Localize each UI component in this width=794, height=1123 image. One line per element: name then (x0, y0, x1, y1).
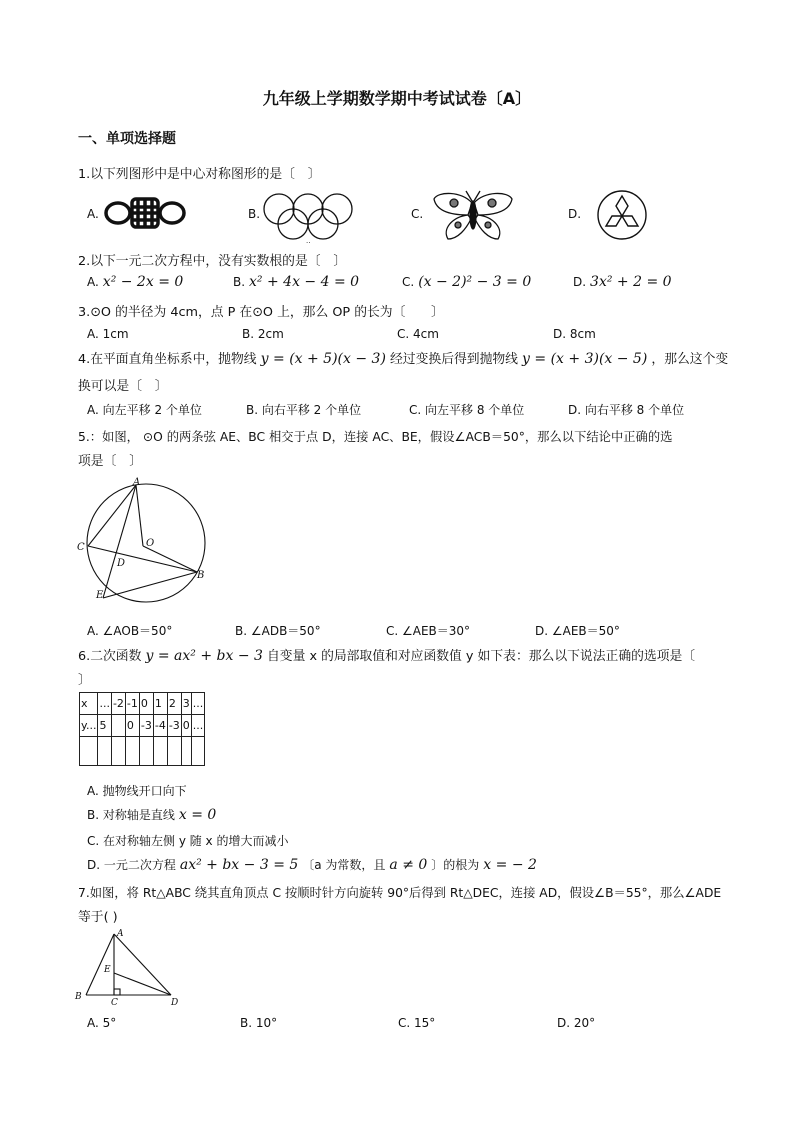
q2-option-c-math: (x − 2)² − 3 = 0 (418, 274, 532, 290)
q7-option-c: C. 15° (398, 1016, 436, 1030)
chinese-knot-icon (104, 193, 186, 235)
q5-option-a: A. ∠AOB＝50° (87, 624, 173, 638)
question-1-stem: 1.以下列图形中是中心对称图形的是〔 〕 (78, 167, 321, 182)
q6-math: y = ax² + bx − 3 (145, 648, 263, 664)
q2-option-c-label: C. (402, 275, 415, 289)
q3-option-a: A. 1cm (87, 327, 129, 341)
q6-option-d-math-3: x = − 2 (483, 857, 537, 873)
table-cell: ... (191, 693, 205, 715)
q6-option-b-label: B. 对称轴是直线 (87, 808, 175, 822)
q3-option-c: C. 4cm (397, 327, 439, 341)
q3-option-d: D. 8cm (553, 327, 596, 341)
butterfly-icon (432, 189, 514, 241)
q5-option-b: B. ∠ADB＝50° (235, 624, 321, 638)
q5-option-d: D. ∠AEB＝50° (535, 624, 620, 638)
q7-option-d: D. 20° (557, 1016, 596, 1030)
q6-option-d-text-b: 〔a 为常数，且 (302, 858, 386, 872)
q4-text-a: 4.在平面直角坐标系中，抛物线 (78, 352, 257, 367)
q1-option-c-label: C. (411, 207, 424, 221)
table-cell: 5 (98, 715, 112, 737)
q6-text-a: 6.二次函数 (78, 649, 142, 664)
question-5-line-1: 5.：如图， ⊙O 的两条弦 AE、BC 相交于点 D，连接 AC、BE，假设∠ACB＝50°，那么以下结论中正确的选 (78, 430, 673, 444)
table-cell: -3 (167, 715, 181, 737)
q6-option-d-text-a: D. 一元二次方程 (87, 858, 176, 872)
table-cell: 2 (167, 693, 181, 715)
question-6-line-2: 〕 (78, 673, 91, 688)
q6-option-c: C. 在对称轴左侧 y 随 x 的增大而减小 (87, 834, 289, 848)
q2-option-b-math: x² + 4x − 4 = 0 (249, 274, 360, 290)
q6-text-b: 自变量 x 的局部取值和对应函数值 y 如下表：那么以下说法正确的选项是〔 (266, 649, 696, 664)
q7-option-b: B. 10° (240, 1016, 278, 1030)
svg-text:··: ·· (306, 239, 311, 246)
label-c: C (111, 998, 118, 1007)
label-d: D (171, 998, 179, 1007)
question-4-line-2: 换可以是〔 〕 (78, 379, 168, 394)
table-cell-text: y (81, 719, 86, 732)
table-cell: -1 (125, 693, 139, 715)
label-a: A (117, 929, 124, 939)
circle-geometry-figure (72, 476, 212, 608)
q6-option-b-math: x = 0 (178, 807, 217, 823)
q4-math-1: y = (x + 5)(x − 3) (260, 351, 386, 367)
q7-option-a: A. 5° (87, 1016, 117, 1030)
value-table (79, 692, 205, 766)
label-o: O (146, 538, 155, 549)
q2-option-d-label: D. (573, 275, 587, 289)
q4-option-d: D. 向右平移 8 个单位 (568, 403, 685, 417)
label-b: B (75, 992, 82, 1002)
page-title: 九年级上学期数学期中考试试卷〔A〕 (262, 89, 532, 108)
q4-option-a: A. 向左平移 2 个单位 (87, 403, 202, 417)
q6-option-d (87, 856, 537, 873)
table-row (80, 693, 205, 715)
q2-option-d (573, 274, 672, 290)
q4-math-2: y = (x + 3)(x − 5) (522, 351, 648, 367)
question-5-line-2: 项是〔 〕 (78, 454, 142, 469)
question-7-line-2: 等于( ) (78, 910, 118, 925)
q6-option-d-math-2: a ≠ 0 (389, 857, 428, 873)
q4-text-c: ，那么这个变 (651, 352, 729, 367)
table-cell: -4 (153, 715, 167, 737)
label-c: C (77, 542, 85, 553)
question-6-line-1 (78, 645, 695, 664)
section-heading: 一、单项选择题 (78, 131, 176, 147)
table-cell (80, 715, 98, 737)
label-d: D (117, 558, 126, 569)
triangle-geometry-figure (72, 925, 184, 1007)
table-row (80, 737, 205, 766)
q1-option-b-label: B. (248, 207, 261, 221)
table-cell: 0 (181, 715, 191, 737)
table-cell (111, 715, 125, 737)
table-cell: x (80, 693, 98, 715)
question-7-line-1: 7.如图，将 Rt△ABC 绕其直角顶点 C 按顺时针方向旋转 90°后得到 Rt△DEC，连接 AD，假设∠B＝55°，那么∠ADE (78, 886, 722, 900)
label-b: B (197, 570, 205, 581)
q2-option-a-label: A. (87, 275, 99, 289)
q4-option-b: B. 向右平移 2 个单位 (246, 403, 362, 417)
table-cell: 1 (153, 693, 167, 715)
question-2-stem: 2.以下一元二次方程中，没有实数根的是〔 〕 (78, 254, 347, 269)
q2-option-b (233, 274, 359, 290)
q4-option-c: C. 向左平移 8 个单位 (409, 403, 525, 417)
q6-option-a: A. 抛物线开口向下 (87, 784, 187, 798)
q1-option-a-label: A. (87, 207, 99, 221)
table-cell: 0 (139, 693, 153, 715)
table-cell: -2 (111, 693, 125, 715)
q2-option-b-label: B. (233, 275, 246, 289)
q2-option-d-math: 3x² + 2 = 0 (590, 274, 672, 290)
question-4-line-1 (78, 348, 728, 367)
table-cell: ... (191, 715, 205, 737)
question-3-stem: 3.⊙O 的半径为 4cm，点 P 在⊙O 上，那么 OP 的长为〔 〕 (78, 305, 444, 320)
label-e: E (96, 590, 104, 601)
table-cell-text: ... (85, 719, 97, 732)
q6-option-d-text-c: 〕的根为 (431, 858, 480, 872)
table-cell: 3 (181, 693, 191, 715)
table-row (80, 715, 205, 737)
table-cell: -3 (139, 715, 153, 737)
q2-option-c (402, 274, 531, 290)
q1-option-d-label: D. (568, 207, 582, 221)
q6-option-d-math-1: ax² + bx − 3 = 5 (179, 857, 299, 873)
label-e: E (104, 965, 111, 975)
mitsubishi-diamonds-icon (596, 189, 648, 241)
q2-option-a (87, 274, 183, 290)
table-cell: ... (98, 693, 112, 715)
olympic-rings-icon (262, 190, 356, 246)
q6-option-b (87, 806, 216, 823)
table-cell: 0 (125, 715, 139, 737)
q3-option-b: B. 2cm (242, 327, 284, 341)
q4-text-b: 经过变换后得到抛物线 (390, 352, 518, 367)
q2-option-a-math: x² − 2x = 0 (102, 274, 184, 290)
q5-option-c: C. ∠AEB＝30° (386, 624, 471, 638)
label-a: A (133, 477, 141, 488)
